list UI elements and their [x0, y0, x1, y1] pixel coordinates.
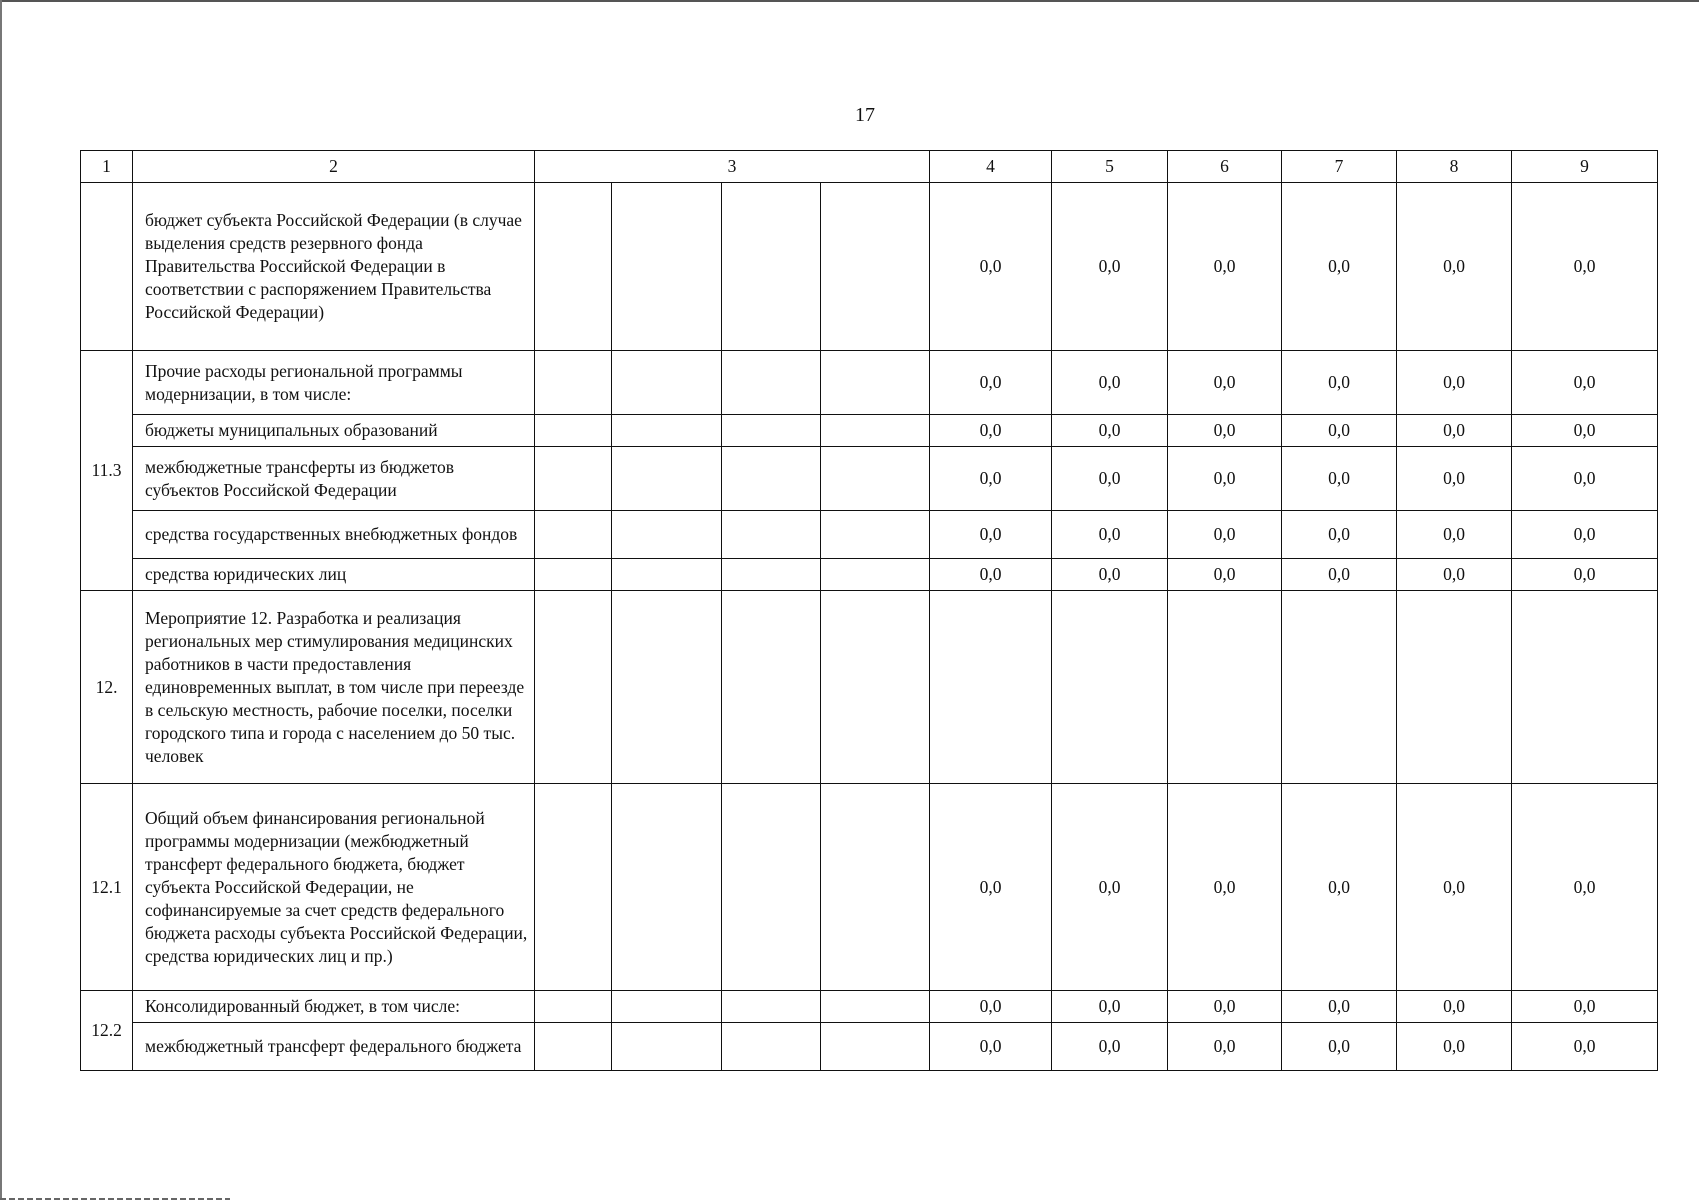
value-cell: 0,0	[1512, 183, 1658, 351]
value-cell	[1168, 591, 1282, 784]
sub-cell	[821, 559, 930, 591]
row-description: Мероприятие 12. Разработка и реализация региональных мер стимулирования медицинских работников в части предоставления единовременных выплат, в том числе при переезде в сельскую местность, рабочие поселки, поселки городского типа и города с населением до 50 тыс. человек	[133, 591, 535, 784]
value-cell: 0,0	[1168, 991, 1282, 1023]
value-cell: 0,0	[930, 559, 1052, 591]
value-cell: 0,0	[1397, 559, 1512, 591]
sub-cell	[612, 183, 722, 351]
value-cell: 0,0	[1512, 351, 1658, 415]
header-col-3: 3	[535, 151, 930, 183]
scan-edge-top	[0, 0, 1699, 2]
sub-cell	[722, 447, 821, 511]
row-description: Консолидированный бюджет, в том числе:	[133, 991, 535, 1023]
value-cell: 0,0	[1052, 415, 1168, 447]
value-cell: 0,0	[1052, 784, 1168, 991]
value-cell: 0,0	[1282, 415, 1397, 447]
row-number: 11.3	[81, 351, 133, 591]
value-cell: 0,0	[1512, 1023, 1658, 1071]
value-cell: 0,0	[1282, 559, 1397, 591]
row-number: 12.1	[81, 784, 133, 991]
value-cell: 0,0	[1397, 183, 1512, 351]
value-cell: 0,0	[1052, 559, 1168, 591]
value-cell: 0,0	[930, 784, 1052, 991]
header-col-9: 9	[1512, 151, 1658, 183]
value-cell: 0,0	[1282, 183, 1397, 351]
sub-cell	[612, 511, 722, 559]
table-row	[81, 183, 1658, 351]
value-cell: 0,0	[1168, 784, 1282, 991]
value-cell: 0,0	[1512, 511, 1658, 559]
value-cell: 0,0	[930, 183, 1052, 351]
sub-cell	[821, 991, 930, 1023]
table-row	[81, 1023, 1658, 1071]
value-cell	[1052, 591, 1168, 784]
value-cell: 0,0	[1397, 991, 1512, 1023]
value-cell: 0,0	[1282, 991, 1397, 1023]
budget-table	[80, 150, 1658, 1071]
sub-cell	[821, 415, 930, 447]
sub-cell	[722, 559, 821, 591]
sub-cell	[535, 784, 612, 991]
header-col-8: 8	[1397, 151, 1512, 183]
sub-cell	[722, 351, 821, 415]
row-number	[81, 183, 133, 351]
row-description: Общий объем финансирования региональной программы модернизации (межбюджетный трансферт федерального бюджета, бюджет субъекта Российской Федерации, не софинансируемые за счет средств федерального бюджета расходы субъекта Российской Федерации, средства юридических лиц и пр.)	[133, 784, 535, 991]
sub-cell	[821, 351, 930, 415]
scan-edge-left	[0, 0, 2, 1200]
value-cell: 0,0	[1168, 415, 1282, 447]
value-cell: 0,0	[930, 351, 1052, 415]
value-cell: 0,0	[930, 1023, 1052, 1071]
table-row	[81, 591, 1658, 784]
row-number: 12.2	[81, 991, 133, 1071]
value-cell: 0,0	[1052, 447, 1168, 511]
table-row	[81, 784, 1658, 991]
sub-cell	[722, 415, 821, 447]
value-cell: 0,0	[1397, 1023, 1512, 1071]
sub-cell	[821, 784, 930, 991]
value-cell: 0,0	[1512, 447, 1658, 511]
table-row	[81, 991, 1658, 1023]
value-cell	[930, 591, 1052, 784]
table-row	[81, 559, 1658, 591]
sub-cell	[535, 591, 612, 784]
value-cell: 0,0	[1168, 447, 1282, 511]
sub-cell	[612, 991, 722, 1023]
value-cell: 0,0	[1512, 991, 1658, 1023]
header-col-4: 4	[930, 151, 1052, 183]
sub-cell	[612, 591, 722, 784]
row-description: Прочие расходы региональной программы модернизации, в том числе:	[133, 351, 535, 415]
value-cell: 0,0	[1397, 415, 1512, 447]
header-col-1: 1	[81, 151, 133, 183]
row-description: средства государственных внебюджетных фондов	[133, 511, 535, 559]
sub-cell	[612, 447, 722, 511]
header-col-5: 5	[1052, 151, 1168, 183]
sub-cell	[535, 991, 612, 1023]
value-cell: 0,0	[1052, 1023, 1168, 1071]
value-cell: 0,0	[930, 415, 1052, 447]
sub-cell	[821, 511, 930, 559]
value-cell: 0,0	[1397, 447, 1512, 511]
sub-cell	[821, 1023, 930, 1071]
value-cell: 0,0	[930, 447, 1052, 511]
row-description: средства юридических лиц	[133, 559, 535, 591]
value-cell	[1512, 591, 1658, 784]
header-col-6: 6	[1168, 151, 1282, 183]
value-cell: 0,0	[1282, 447, 1397, 511]
value-cell: 0,0	[1397, 511, 1512, 559]
sub-cell	[612, 1023, 722, 1071]
value-cell: 0,0	[1512, 784, 1658, 991]
row-description: бюджеты муниципальных образований	[133, 415, 535, 447]
sub-cell	[535, 1023, 612, 1071]
value-cell: 0,0	[930, 991, 1052, 1023]
value-cell: 0,0	[930, 511, 1052, 559]
sub-cell	[612, 559, 722, 591]
sub-cell	[821, 447, 930, 511]
value-cell: 0,0	[1168, 1023, 1282, 1071]
sub-cell	[722, 1023, 821, 1071]
table-row	[81, 511, 1658, 559]
sub-cell	[535, 351, 612, 415]
value-cell: 0,0	[1052, 183, 1168, 351]
page-number: 17	[855, 104, 875, 126]
table-row	[81, 351, 1658, 415]
sub-cell	[821, 591, 930, 784]
sub-cell	[535, 447, 612, 511]
header-col-7: 7	[1282, 151, 1397, 183]
sub-cell	[722, 991, 821, 1023]
value-cell	[1282, 591, 1397, 784]
value-cell: 0,0	[1282, 784, 1397, 991]
row-description: бюджет субъекта Российской Федерации (в случае выделения средств резервного фонда Правительства Российской Федерации в соответствии с распоряжением Правительства Российской Федерации)	[133, 183, 535, 351]
value-cell: 0,0	[1168, 351, 1282, 415]
sub-cell	[612, 415, 722, 447]
sub-cell	[535, 511, 612, 559]
value-cell: 0,0	[1282, 511, 1397, 559]
row-number: 12.	[81, 591, 133, 784]
sub-cell	[535, 559, 612, 591]
value-cell: 0,0	[1168, 511, 1282, 559]
header-col-2: 2	[133, 151, 535, 183]
value-cell: 0,0	[1052, 511, 1168, 559]
sub-cell	[722, 511, 821, 559]
sub-cell	[535, 415, 612, 447]
header-row	[81, 151, 1658, 183]
sub-cell	[535, 183, 612, 351]
value-cell: 0,0	[1397, 784, 1512, 991]
value-cell: 0,0	[1168, 183, 1282, 351]
value-cell: 0,0	[1512, 415, 1658, 447]
sub-cell	[722, 183, 821, 351]
value-cell: 0,0	[1168, 559, 1282, 591]
value-cell: 0,0	[1512, 559, 1658, 591]
sub-cell	[612, 784, 722, 991]
sub-cell	[612, 351, 722, 415]
value-cell	[1397, 591, 1512, 784]
value-cell: 0,0	[1282, 1023, 1397, 1071]
sub-cell	[821, 183, 930, 351]
row-description: межбюджетный трансферт федерального бюджета	[133, 1023, 535, 1071]
value-cell: 0,0	[1052, 351, 1168, 415]
table-row	[81, 415, 1658, 447]
value-cell: 0,0	[1052, 991, 1168, 1023]
row-description: межбюджетные трансферты из бюджетов субъектов Российской Федерации	[133, 447, 535, 511]
sub-cell	[722, 784, 821, 991]
value-cell: 0,0	[1282, 351, 1397, 415]
sub-cell	[722, 591, 821, 784]
table-row	[81, 447, 1658, 511]
value-cell: 0,0	[1397, 351, 1512, 415]
